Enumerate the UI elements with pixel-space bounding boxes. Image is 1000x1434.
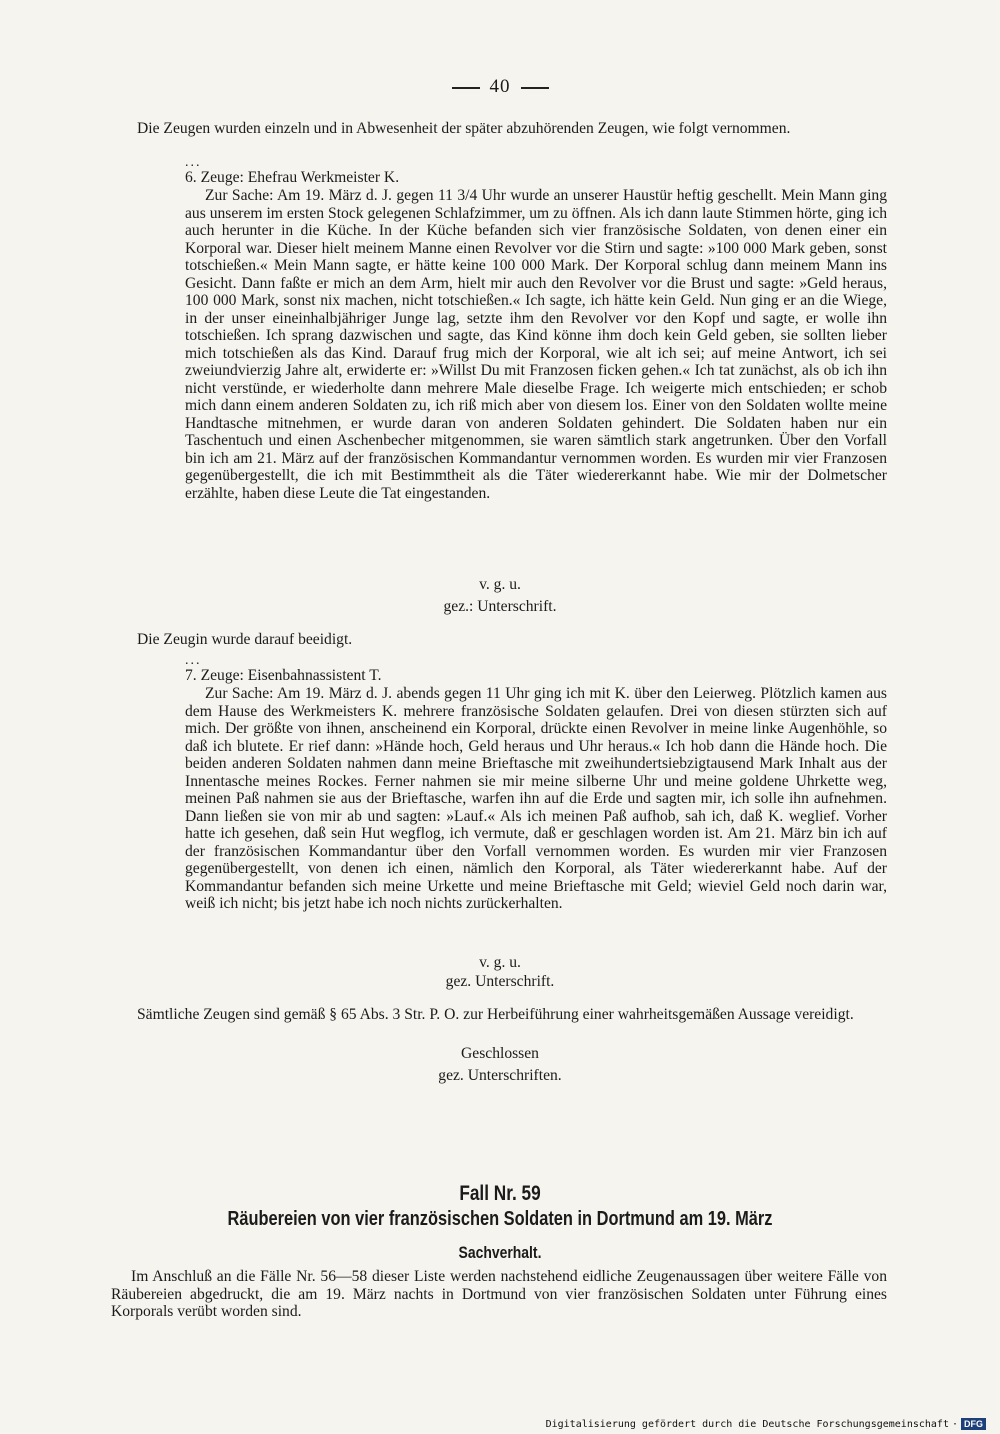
page-number-dash-left [452,87,480,89]
witness-6-statement: Zur Sache: Am 19. März d. J. gegen 11 3/4 Uhr wurde an unserer Haustür heftig geschellt. Mein Mann ging aus unserem im ersten Stock gelegenen Schlafzimmer, um zu öffnen. Als ich dann laute Stimmen hörte, ging ich auch herunter in die Küche. In der Küche befanden sich vier französische Soldaten, von denen einer ein Korporal war. Dieser hielt meinem Manne einen Revolver vor die Stirn und sagte: »100 000 Mark geben, sonst totschießen.« Mein Mann sagte, er hätte keine 100 000 Mark. Der Korporal schlug dann meinem Mann ins Gesicht. Dann faßte er mich an dem Arm, hielt mir auch den Revolver vor die Brust und sagte: »Geld heraus, 100 000 Mark, sonst nix machen, nicht totschießen.« Ich sagte, ich hätte kein Geld. Nun ging er an die Wiege, in der unser eineinhalbjähriger Junge lag, setzte ihm den Revolver vor den Kopf und sagte, er wolle ihn totschießen. Ich sprang dazwischen und sagte, das Kind könne ihm doch kein Geld geben, sie sollten lieber mich totschießen als das Kind. Darauf frug mich der Korporal, wie alt ich sei; auf meine Antwort, ich sei zweiundvierzig Jahre alt, erwiderte er: »Willst Du mit Franzosen ficken gehen.« Ich tat zunächst, als ob ich ihn nicht verstünde, er wiederholte dann mehrere Male dieselbe Frage. Ich weigerte mich entschieden; er schob mich dann einem anderen Soldaten zu, ich riß mich aber von diesem los. Einer von den Soldaten wollte meine Handtasche mitnehmen, er wurde daran von anderen Soldaten gehindert. Die Soldaten haben nur ein Taschentuch und einen Aschenbecher mitgenommen, sie waren sämtlich stark angetrunken. Über den Vorfall bin ich am 21. März auf der französischen Kommandantur vernommen worden. Es wurden mir vier Franzosen gegenübergestellt, die ich mit Bestimmtheit als die Täter wiedererkannt habe. Wie mir der Dolmetscher erzählte, haben diese Leute die Tat eingestanden. [185,187,887,502]
witness-7-signature: gez. Unterschrift. [445,973,555,990]
footer-text: Digitalisierung gefördert durch die Deutsche Forschungsgemeinschaft [545,1418,949,1430]
case-section-heading: Sachverhalt. [458,1243,542,1262]
footer-separator: · [951,1418,958,1430]
witness-7-heading: 7. Zeuge: Eisenbahnassistent T. [185,667,382,684]
sworn-note: Sämtliche Zeugen sind gemäß § 65 Abs. 3 Str. P. O. zur Herbeiführung einer wahrheitsgemäßen Aussage vereidigt. [137,1006,854,1023]
witness-6-signature: gez.: Unterschrift. [443,598,557,615]
ellipsis: ... [185,155,202,170]
dfg-logo-icon: DFG [961,1418,986,1430]
witness-6-heading: 6. Zeuge: Ehefrau Werkmeister K. [185,169,400,186]
page-number: 40 [0,76,1000,98]
ellipsis: ... [185,653,202,668]
witness-6-vgu: v. g. u. [479,576,521,593]
case-title: Räubereien von vier französischen Soldaten in Dortmund am 19. März [227,1208,773,1230]
intro-paragraph: Die Zeugen wurden einzeln und in Abwesenheit der später abzuhörenden Zeugen, wie folgt vernommen. [137,120,791,137]
closing-signatures: gez. Unterschriften. [438,1067,562,1084]
oath-note: Die Zeugin wurde darauf beeidigt. [137,631,353,648]
witness-7-statement: Zur Sache: Am 19. März d. J. abends gegen 11 Uhr ging ich mit K. über den Leierweg. Plötzlich kamen aus dem Hause des Werkmeisters K. mehrere französische Soldaten gelaufen. Drei von diesen stürzten sich auf mich. Der größte von ihnen, anscheinend ein Korporal, drückte einen Revolver in meine linke Augenhöhle, so daß ich blutete. Er rief dann: »Hände hoch, Geld heraus und Uhr heraus.« Ich hob dann die Hände hoch. Die beiden anderen Soldaten nahmen dann meine Brieftasche mit zweihundertsiebzigtausend Mark Inhalt aus der Innentasche meines Rockes. Ferner nahmen sie mir meine silberne Uhr und meine goldene Uhrkette weg, meinen Paß nahmen sie aus der Brieftasche, warfen ihn auf die Erde und sagten mir, ich solle ihn aufnehmen. Dann ließen sie von mir ab und sagten: »Lauf.« Als ich meinen Paß aufhob, sah ich, daß K. weglief. Vorher hatte ich gesehen, daß sein Hut wegflog, ich vermute, daß er geschlagen worden ist. Am 21. März bin ich auf der französischen Kommandantur über den Vorfall vernommen worden. Es wurden mir vier Franzosen gegenübergestellt, von denen ich einen, nämlich den Korporal, als Täter wiedererkannt habe. Auf der Kommandantur befanden sich meine Urkette und meine Brieftasche mit Geld; wieviel Geld noch darin war, weiß ich nicht; bis jetzt habe ich noch nichts zurückerhalten. [185,685,887,912]
page-number-dash-right [521,87,549,89]
case-number: Fall Nr. 59 [459,1182,541,1205]
witness-6-block [185,157,887,502]
witness-7-vgu: v. g. u. [479,954,521,971]
case-text-paragraph: Im Anschluß an die Fälle Nr. 56—58 dieser Liste werden nachstehend eidliche Zeugenaussagen über weitere Fälle von Räubereien abgedruckt, die am 19. März nachts in Dortmund von vier französischen Soldaten unter Führung eines Korporals verübt worden sind. [111,1268,887,1320]
witness-7-block [185,655,887,913]
closing-closed: Geschlossen [461,1045,539,1062]
footer-credit [546,1418,986,1430]
